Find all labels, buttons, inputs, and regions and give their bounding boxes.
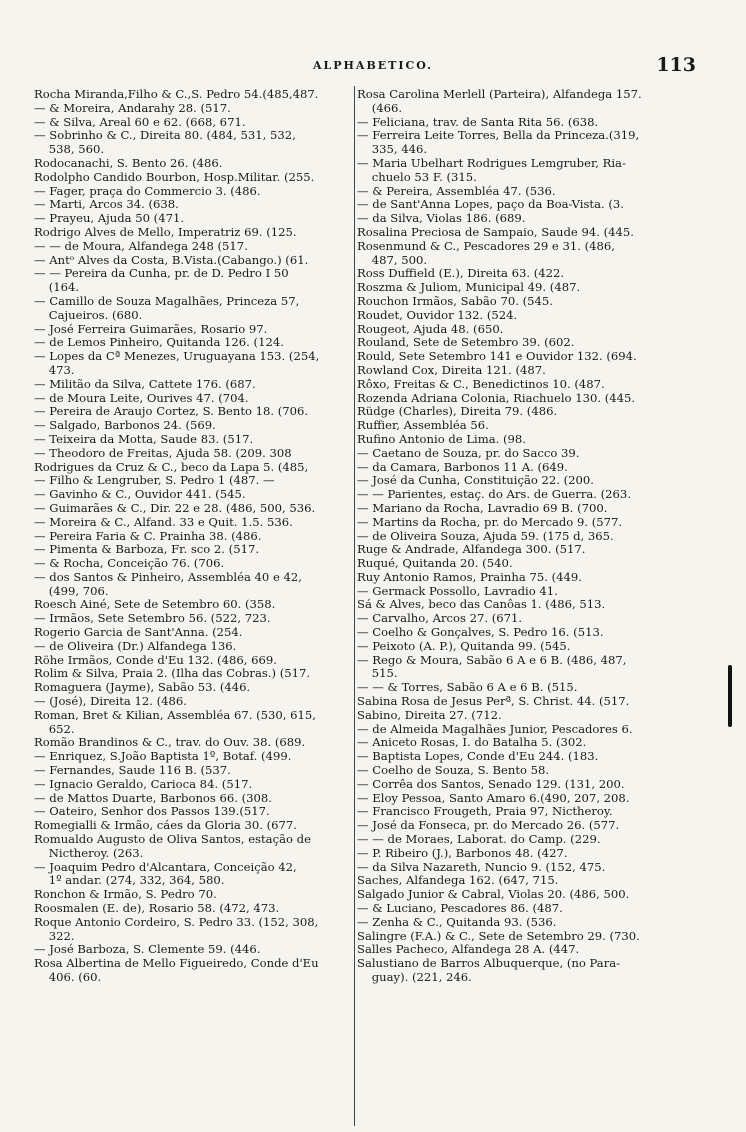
directory-entry: Rocha Miranda,Filho & C.,S. Pedro 54.(485,487. [34,88,319,101]
directory-entry: Roesch Ainé, Sete de Setembro 60. (358. [34,598,276,612]
directory-entry: — & Rocha, Conceição 76. (706. [34,557,225,571]
directory-entry: — Coelho & Gonçalves, S. Pedro 16. (513. [357,626,604,640]
directory-entry: — Marti, Arcos 34. (638. [34,198,179,212]
directory-entry: — Germack Possollo, Lavradio 41. [357,584,558,598]
directory-entry: — José da Fonseca, pr. do Mercado 26. (577. [357,819,620,833]
directory-entry: Cajueiros. (680. [34,308,143,322]
directory-entry: Rosa Albertina de Mello Figueiredo, Conde d'Eu [34,957,319,971]
directory-entry: Rosenmund & C., Pescadores 29 e 31. (486, [357,239,615,253]
directory-entry: — Baptista Lopes, Conde d'Eu 244. (183. [357,750,599,764]
directory-entry: Rodolpho Candido Bourbon, Hosp.Militar. (255. [34,170,315,184]
directory-entry: Rougeot, Ajuda 48. (650. [357,322,504,336]
page-edge-mark [728,665,732,727]
directory-entry: — dos Santos & Pinheiro, Assembléa 40 e 42, [34,570,302,584]
directory-entry: — Maria Ubelhart Rodrigues Lemgruber, Ria- [357,156,626,170]
directory-entry: (466. [357,101,403,115]
directory-entry: Romegialli & Irmão, cáes da Gloria 30. (677. [34,819,297,833]
column-divider [354,86,355,1126]
directory-entry: — Lopes da Cª Menezes, Uruguayana 153. (254, [34,350,320,364]
directory-entry: — Ignacio Geraldo, Carioca 84. (517. [34,777,253,791]
directory-entry: — Prayeu, Ajuda 50 (471. [34,212,185,226]
directory-entry: — Fernandes, Saude 116 B. (537. [34,764,231,778]
directory-entry: — da Silva Nazareth, Nuncio 9. (152, 475. [357,860,606,874]
directory-entry: — Salgado, Barbonos 24. (569. [34,419,216,433]
directory-entry: — Irmãos, Sete Setembro 56. (522, 723. [34,612,271,626]
directory-entry: 487, 500. [357,253,428,267]
directory-entry: — — de Moura, Alfandega 248 (517. [34,239,248,253]
directory-entry: — Antᵒ Alves da Costa, B.Vista.(Cabango.) (61. [34,253,309,267]
directory-entry: — de Lemos Pinheiro, Quitanda 126. (124. [34,336,284,350]
directory-entry: Ruge & Andrade, Alfandega 300. (517. [357,543,586,557]
directory-entry: Rôxo, Freitas & C., Benedictinos 10. (487. [357,377,605,391]
directory-entry: chuelo 53 F. (315. [357,170,477,184]
directory-entry: — de Oliveira (Dr.) Alfandega 136. [34,639,237,653]
directory-entry: — José da Cunha, Constituição 22. (200. [357,474,594,488]
directory-entry: Romualdo Augusto de Oliva Santos, estação de [34,833,311,847]
page-header [0,54,746,78]
directory-entry: Ronchon & Irmão, S. Pedro 70. [34,888,217,902]
directory-entry: — da Camara, Barbonos 11 A. (649. [357,460,568,474]
directory-entry: — & Pereira, Assembléa 47. (536. [357,184,556,198]
directory-entry: Roosmalen (E. de), Rosario 58. (472, 473. [34,902,280,916]
directory-entry: (499, 706. [34,584,109,598]
page-title: ALPHABETICO. [312,59,433,72]
directory-entry: Salgado Junior & Cabral, Violas 20. (486, 500. [357,888,630,902]
directory-entry: Salingre (F.A.) & C., Sete de Setembro 29. (730. [357,929,640,943]
directory-entry: — de Moura Leite, Ourives 47. (704. [34,391,249,405]
directory-entry: Sá & Alves, beco das Canôas 1. (486, 513. [357,598,606,612]
directory-entry: — Martins da Rocha, pr. do Mercado 9. (577. [357,515,623,529]
directory-entry: — Enriquez, S.João Baptista 1º, Botaf. (499. [34,750,292,764]
directory-entry: — Francisco Frougeth, Praia 97, Nictheroy. [357,805,613,819]
directory-entry: — Carvalho, Arcos 27. (671. [357,612,523,626]
directory-entry: Roman, Bret & Kilian, Assembléa 67. (530, 615, [34,708,316,722]
directory-entry: — Joaquim Pedro d'Alcantara, Conceição 42, [34,860,297,874]
directory-entry: Roszma & Juliom, Municipal 49. (487. [357,281,581,295]
directory-entry: Rouland, Sete de Setembro 39. (602. [357,336,575,350]
directory-entry: Sabina Rosa de Jesus Perª, S. Christ. 44. (517. [357,695,630,709]
directory-entry: — — de Moraes, Laborat. do Camp. (229. [357,833,601,847]
directory-entry: Rodrigues da Cruz & C., beco da Lapa 5. (485, [34,460,309,474]
directory-entry: — Coelho de Souza, S. Bento 58. [357,764,550,778]
directory-entry: — — & Torres, Sabão 6 A e 6 B. (515. [357,681,578,695]
directory-entry: — José Barboza, S. Clemente 59. (446. [34,943,261,957]
directory-entry: — Caetano de Souza, pr. do Sacco 39. [357,446,580,460]
directory-entry: Rolim & Silva, Praia 2. (Ilha das Cobras.) (517. [34,667,311,681]
directory-entry: Rufino Antonio de Lima. (98. [357,432,526,446]
directory-entry: — — Pereira da Cunha, pr. de D. Pedro I 50 [34,267,289,281]
directory-entry: 406. (60. [34,971,102,984]
directory-entry: — Zenha & C., Quitanda 93. (536. [357,915,557,929]
directory-entry: — Teixeira da Motta, Saude 83. (517. [34,432,254,446]
directory-entry: Röhe Irmãos, Conde d'Eu 132. (486, 669. [34,653,277,667]
directory-entry: — Feliciana, trav. de Santa Rita 56. (638. [357,115,599,129]
directory-entry: Saches, Alfandega 162. (647, 715. [357,874,559,888]
directory-entry: guay). (221, 246. [357,971,472,984]
directory-entry: Rogerio Garcia de Sant'Anna. (254. [34,626,243,640]
directory-entry: — & Moreira, Andarahy 28. (517. [34,101,231,115]
directory-entry: — Ferreira Leite Torres, Bella da Princeza.(319, [357,129,640,143]
directory-entry: Salustiano de Barros Albuquerque, (no Para- [357,957,621,971]
directory-entry: — de Mattos Duarte, Barbonos 66. (308. [34,791,272,805]
directory-entry: — Gavinho & C., Ouvidor 441. (545. [34,488,246,502]
directory-entry: — Mariano da Rocha, Lavradio 69 B. (700. [357,501,608,515]
directory-entry: — Peixoto (A. P.), Quitanda 99. (545. [357,639,571,653]
right-column [357,88,695,985]
directory-entry: Roudet, Ouvidor 132. (524. [357,308,518,322]
left-column [34,88,354,985]
directory-entry: — Theodoro de Freitas, Ajuda 58. (209. 308 [34,446,292,460]
directory-entry: 1º andar. (274, 332, 364, 580. [34,874,225,888]
directory-entry: — Aniceto Rosas, I. do Batalha 5. (302. [357,736,587,750]
directory-entry: Sabino, Direita 27. (712. [357,708,502,722]
directory-entry: — Moreira & C., Alfand. 33 e Quit. 1.5. 536. [34,515,293,529]
directory-entry: Ruy Antonio Ramos, Prainha 75. (449. [357,570,582,584]
directory-entry: Ross Duffield (E.), Direita 63. (422. [357,267,565,281]
directory-entry: — & Luciano, Pescadores 86. (487. [357,902,563,916]
directory-entry: 473. [34,363,75,377]
directory-entry: — & Silva, Areal 60 e 62. (668, 671. [34,115,246,129]
page-number: 113 [656,54,696,76]
directory-entry: Rosa Carolina Merlell (Parteira), Alfandega 157. [357,88,642,101]
directory-entry: — Eloy Pessoa, Santo Amaro 6.(490, 207, 208. [357,791,630,805]
directory-entry: — Oateiro, Senhor dos Passos 139.(517. [34,805,270,819]
directory-entry: Rozenda Adriana Colonia, Riachuelo 130. (445. [357,391,636,405]
directory-entry: Rould, Sete Setembro 141 e Ouvidor 132. (694. [357,350,637,364]
directory-entry: Ruffier, Assembléa 56. [357,419,489,433]
directory-entry: Rouchon Irmãos, Sabão 70. (545. [357,294,553,308]
directory-entry: Rodrigo Alves de Mello, Imperatriz 69. (125. [34,225,297,239]
directory-entry: 515. [357,667,398,681]
directory-entry: Rowland Cox, Direita 121. (487. [357,363,546,377]
directory-entry: — (José), Direita 12. (486. [34,695,187,709]
directory-entry: — Camillo de Souza Magalhães, Princeza 57, [34,294,300,308]
directory-entry: — Corrêa dos Santos, Senado 129. (131, 200. [357,777,625,791]
directory-entry: — Pimenta & Barboza, Fr. sco 2. (517. [34,543,260,557]
directory-entry: — Sobrinho & C., Direita 80. (484, 531, 532, [34,129,296,143]
directory-entry: — — Parientes, estaç. do Ars. de Guerra. (263. [357,488,631,502]
directory-entry: 322. [34,929,75,943]
directory-entry: Rodocanachi, S. Bento 26. (486. [34,156,223,170]
directory-entry: Rosalina Preciosa de Sampaio, Saude 94. (445. [357,225,634,239]
directory-entry: — Pereira de Araujo Cortez, S. Bento 18. (706. [34,405,309,419]
directory-entry: — Filho & Lengruber, S. Pedro 1 (487. — [34,474,275,488]
directory-entry: — de Sant'Anna Lopes, paço da Boa-Vista. (3. [357,198,624,212]
directory-entry: — José Ferreira Guimarães, Rosario 97. [34,322,268,336]
directory-entry: 652. [34,722,75,736]
directory-entry: — Rego & Moura, Sabão 6 A e 6 B. (486, 487, [357,653,627,667]
directory-entry: — P. Ribeiro (J.), Barbonos 48. (427. [357,846,568,860]
directory-entry: — Fager, praça do Commercio 3. (486. [34,184,261,198]
directory-entry: — Guimarães & C., Dir. 22 e 28. (486, 500, 536. [34,501,316,515]
directory-entry: — de Almeida Magalhães Junior, Pescadores 6. [357,722,633,736]
directory-entry: — Pereira Faria & C. Prainha 38. (486. [34,529,262,543]
directory-entry: (164. [34,281,80,295]
directory-entry: Nictheroy. (263. [34,846,144,860]
directory-entry: — Militão da Silva, Cattete 176. (687. [34,377,256,391]
directory-entry: — de Oliveira Souza, Ajuda 59. (175 d, 365. [357,529,614,543]
directory-entry: Roque Antonio Cordeiro, S. Pedro 33. (152, 308, [34,915,319,929]
directory-entry: Romaguera (Jayme), Sabão 53. (446. [34,681,251,695]
directory-entry: 538, 560. [34,143,105,157]
directory-entry: Salles Pacheco, Alfandega 28 A. (447. [357,943,580,957]
directory-entry: Romão Brandinos & C., trav. do Ouv. 38. (689. [34,736,306,750]
directory-entry: Rüdge (Charles), Direita 79. (486. [357,405,558,419]
directory-entry: 335, 446. [357,143,428,157]
directory-entry: Ruqué, Quitanda 20. (540. [357,557,513,571]
directory-entry: — da Silva, Violas 186. (689. [357,212,526,226]
